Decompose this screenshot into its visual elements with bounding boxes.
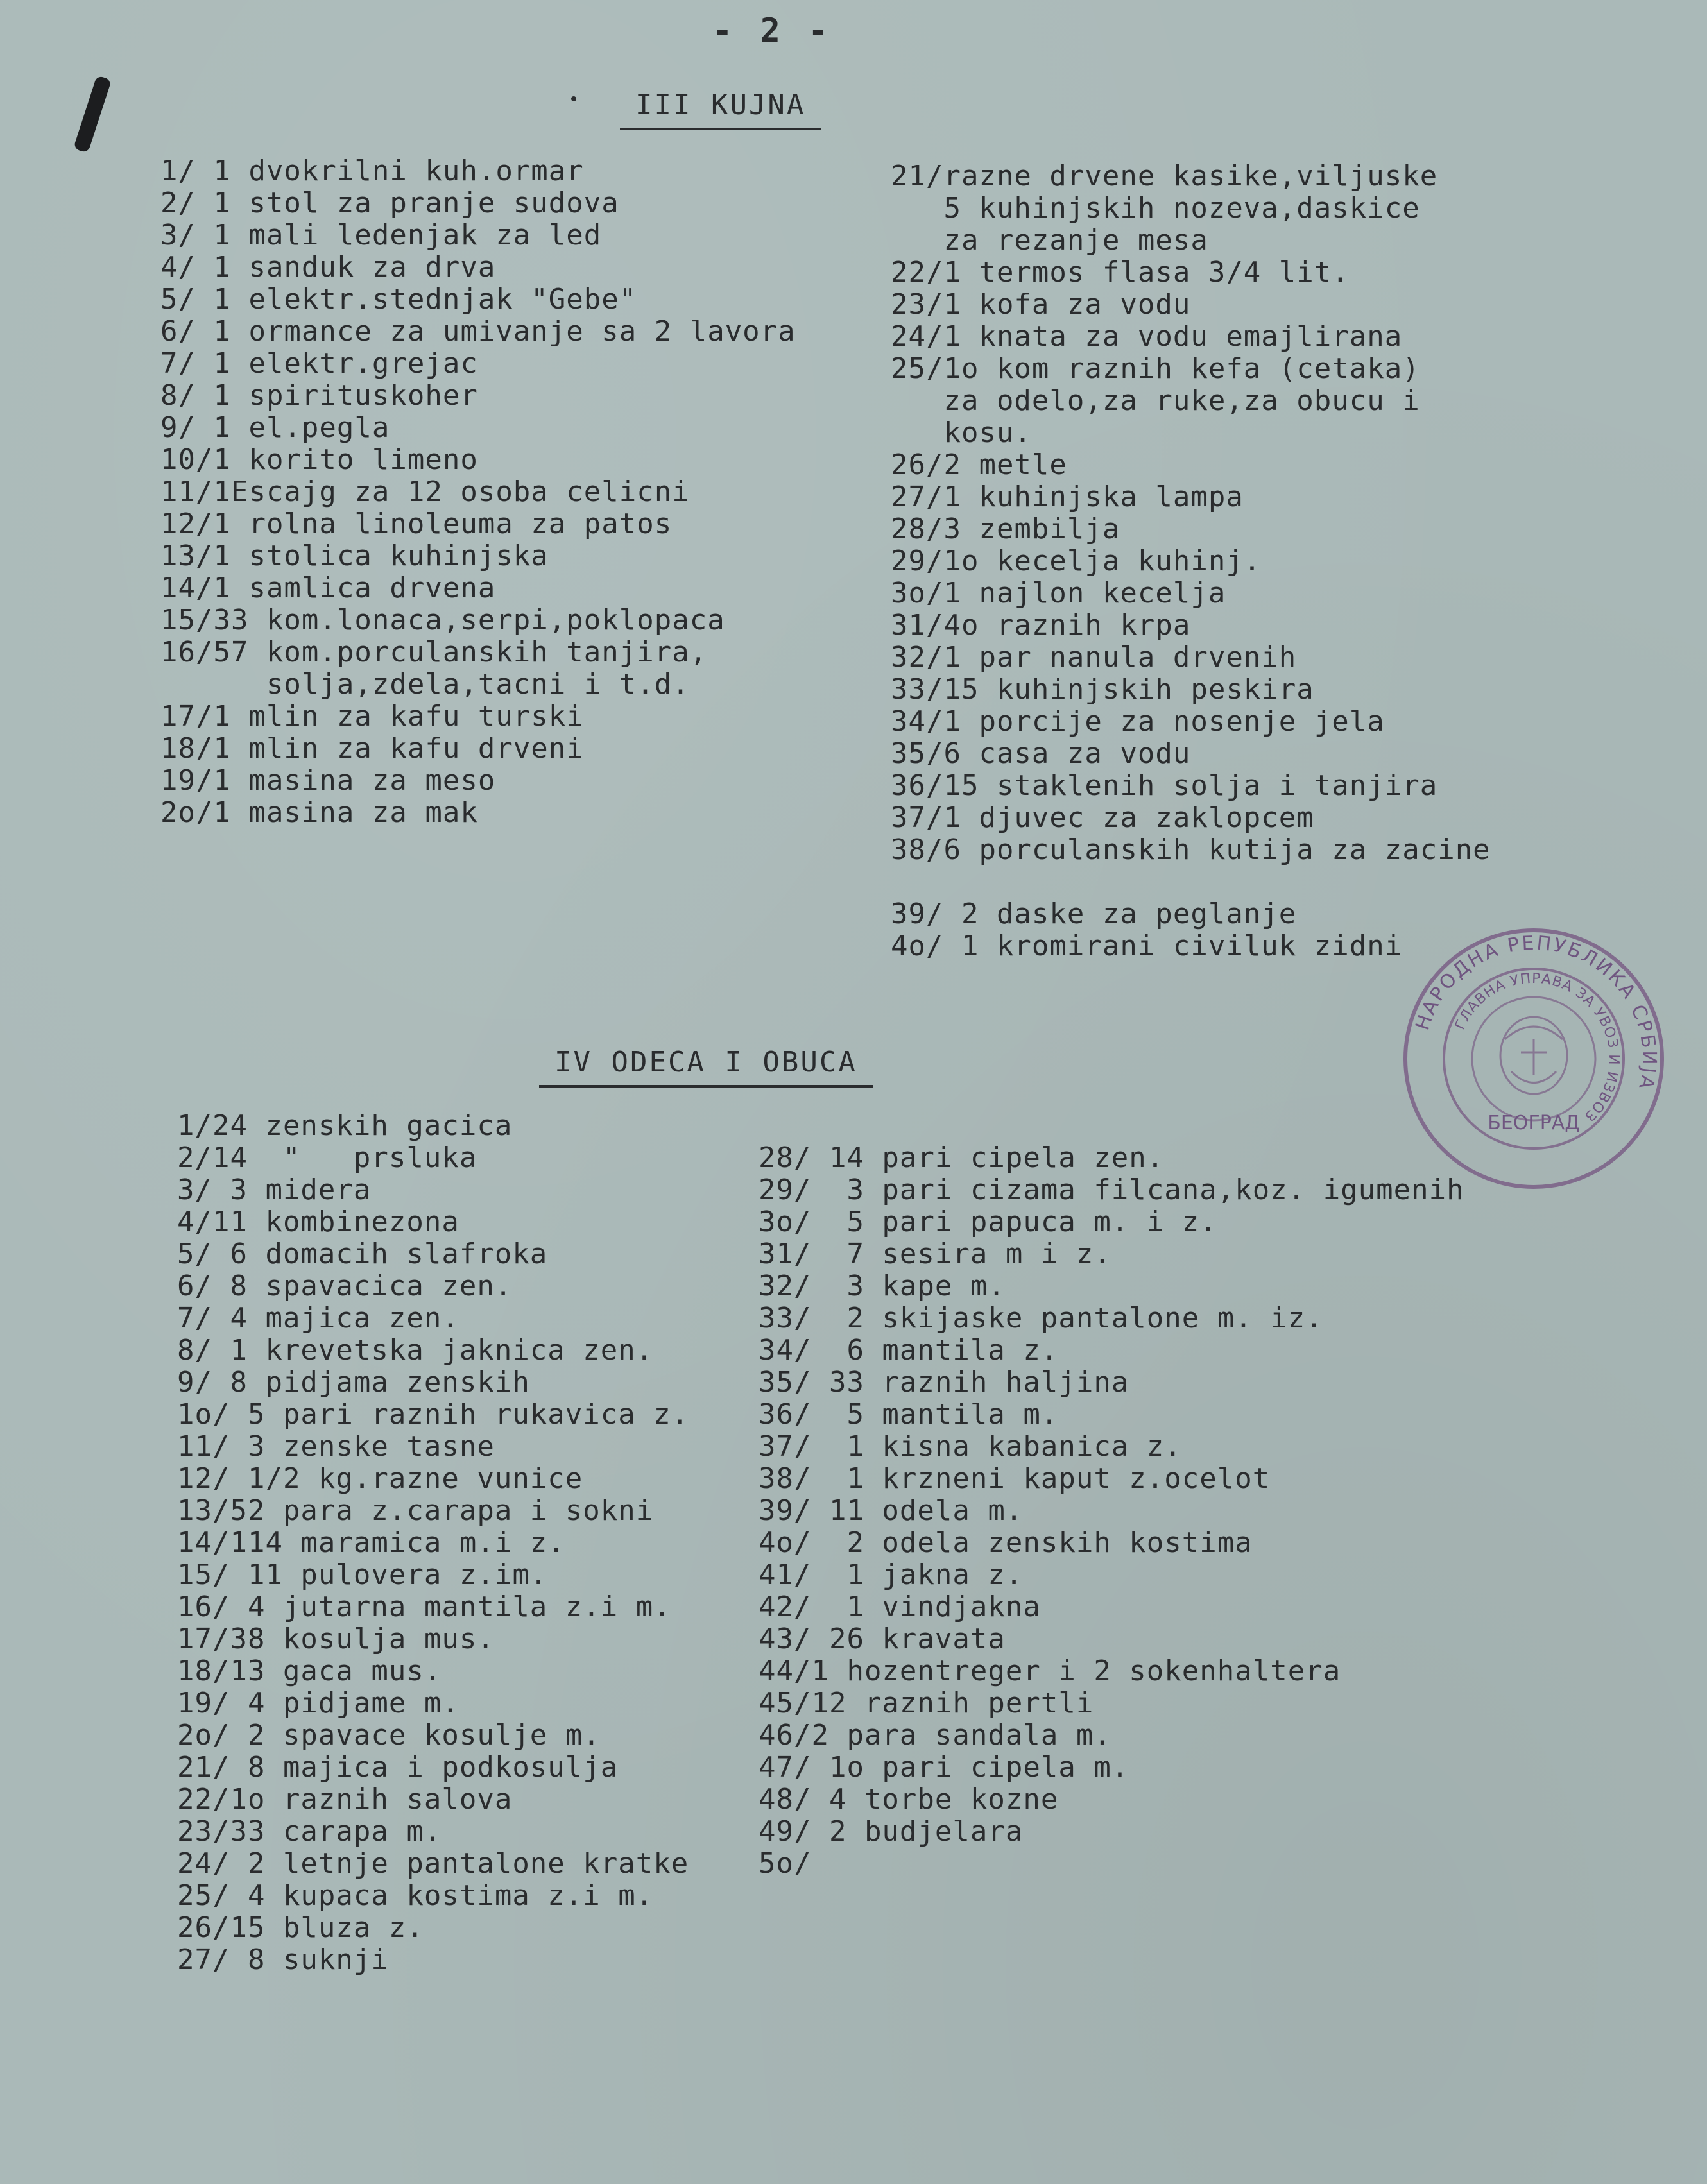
inventory-line: 5/ 6 domacih slafroka [177,1238,548,1270]
inventory-line: 8/ 1 krevetska jaknica zen. [177,1334,654,1367]
inventory-line: 4/11 kombinezona [177,1206,459,1238]
inventory-line: 2/14 " prsluka [177,1141,477,1174]
inventory-line: 3o/ 5 pari papuca m. i z. [759,1206,1217,1238]
inventory-line: 4o/ 2 odela zenskih kostima [759,1526,1253,1559]
inventory-line: 9/ 8 pidjama zenskih [177,1366,530,1399]
inventory-line: 25/ 4 kupaca kostima z.i m. [177,1879,654,1912]
inventory-line: 5 kuhinjskih nozeva,daskice [891,192,1420,225]
inventory-line: 5/ 1 elektr.stednjak "Gebe" [160,283,637,316]
inventory-line: 16/57 kom.porculanskih tanjira, [160,636,708,669]
inventory-line: 34/ 6 mantila z. [759,1334,1059,1367]
inventory-line: 22/1 termos flasa 3/4 lit. [891,256,1350,289]
inventory-line: 44/1 hozentreger i 2 sokenhaltera [759,1655,1341,1687]
pen-stroke-mark [73,75,112,153]
stamp-inner-text: ГЛАВНА УПРАВА ЗА УВОЗ И ИЗВОЗ [1452,970,1622,1125]
inventory-line: 47/ 1o pari cipela m. [759,1751,1129,1784]
section-heading-text: III KUJNA [635,89,806,121]
inventory-line: 34/1 porcije za nosenje jela [891,705,1385,738]
inventory-line: 43/ 26 kravata [759,1623,1006,1655]
inventory-line: za odelo,za ruke,za obucu i [891,384,1420,417]
inventory-line: 38/6 porculanskih kutija za zacine [891,833,1491,866]
heading-underline [539,1085,873,1088]
inventory-line: 22/1o raznih salova [177,1783,513,1816]
inventory-line: 26/15 bluza z. [177,1911,424,1944]
inventory-line: 33/ 2 skijaske pantalone m. iz. [759,1302,1323,1335]
inventory-line: 21/razne drvene kasike,viljuske [891,160,1438,192]
inventory-line: 18/1 mlin za kafu drveni [160,732,584,765]
heading-underline [620,128,821,130]
inventory-line: 45/12 raznih pertli [759,1687,1094,1719]
inventory-line: 3/ 1 mali ledenjak za led [160,219,602,252]
inventory-line: 32/ 3 kape m. [759,1270,1006,1302]
inventory-line: 16/ 4 jutarna mantila z.i m. [177,1591,671,1623]
kujna-list-right [891,160,1491,962]
inventory-line: 3o/1 najlon kecelja [891,577,1226,610]
inventory-line: 9/ 1 el.pegla [160,411,390,444]
inventory-line: 1o/ 5 pari raznih rukavica z. [177,1398,689,1431]
inventory-line: 35/6 casa za vodu [891,737,1191,770]
inventory-line: 13/1 stolica kuhinjska [160,540,549,572]
inventory-line: 14/1 samlica drvena [160,572,496,604]
inventory-line: 29/ 3 pari cizama filcana,koz. igumenih [759,1173,1464,1206]
inventory-line: 12/ 1/2 kg.razne vunice [177,1462,583,1495]
inventory-line: 14/114 maramica m.i z. [177,1526,565,1559]
ink-dot [571,96,576,101]
section-heading-kujna [635,89,805,121]
kujna-list-left [160,155,796,829]
inventory-line: 28/3 zembilja [891,513,1120,545]
inventory-line: 19/ 4 pidjame m. [177,1687,459,1719]
inventory-line: 39/ 11 odela m. [759,1494,1024,1527]
inventory-line: kosu. [891,416,1032,449]
stamp-emblem-icon [1500,1017,1567,1094]
page-number: - 2 - [712,12,832,50]
inventory-line: 17/38 kosulja mus. [177,1623,495,1655]
section-heading-text: IV ODECA I OBUCA [554,1046,857,1079]
inventory-line: 6/ 8 spavacica zen. [177,1270,513,1302]
inventory-line: 27/1 kuhinjska lampa [891,481,1244,513]
inventory-line: 27/ 8 suknji [177,1943,389,1976]
inventory-line: 2o/ 2 spavace kosulje m. [177,1719,601,1752]
inventory-line: 6/ 1 ormance za umivanje sa 2 lavora [160,315,796,348]
inventory-line: 29/1o kecelja kuhinj. [891,545,1262,577]
inventory-line: 26/2 metle [891,448,1067,481]
inventory-line: 2/ 1 stol za pranje sudova [160,187,619,219]
inventory-line: za rezanje mesa [891,224,1208,257]
inventory-line: 31/ 7 sesira m i z. [759,1238,1111,1270]
odeca-list-left [177,1110,689,1976]
inventory-line: 17/1 mlin za kafu turski [160,700,584,733]
inventory-line: 11/ 3 zenske tasne [177,1430,495,1463]
inventory-line: 35/ 33 raznih haljina [759,1366,1129,1399]
inventory-line: 3/ 3 midera [177,1173,372,1206]
stamp-outer-text: НАРОДНА РЕПУБЛИКА СРБИЈА [1411,932,1661,1093]
inventory-line: 37/1 djuvec za zaklopcem [891,801,1314,834]
inventory-line: 46/2 para sandala m. [759,1719,1111,1752]
inventory-line: 4o/ 1 kromirani civiluk zidni [891,930,1403,962]
inventory-line [891,866,1491,898]
inventory-line: 2o/1 masina za mak [160,796,478,829]
inventory-line: 15/33 kom.lonaca,serpi,poklopaca [160,604,725,636]
inventory-line: 8/ 1 spirituskoher [160,379,478,412]
inventory-line: 31/4o raznih krpa [891,609,1191,642]
section-heading-odeca [554,1046,857,1079]
inventory-line: 7/ 1 elektr.grejac [160,347,478,380]
stamp-city: БЕОГРАД [1488,1112,1580,1134]
odeca-list-right [759,1142,1464,1880]
inventory-line: 42/ 1 vindjakna [759,1591,1041,1623]
inventory-line: 23/33 carapa m. [177,1815,442,1848]
inventory-line: 33/15 kuhinjskih peskira [891,673,1314,706]
inventory-line: 21/ 8 majica i podkosulja [177,1751,619,1784]
inventory-line: 24/1 knata za vodu emajlirana [891,320,1403,353]
inventory-line: 28/ 14 pari cipela zen. [759,1141,1165,1174]
inventory-line: 18/13 gaca mus. [177,1655,442,1687]
inventory-line: 32/1 par nanula drvenih [891,641,1297,674]
inventory-line: 11/1Escajg za 12 osoba celicni [160,475,690,508]
inventory-line: 36/ 5 mantila m. [759,1398,1059,1431]
inventory-line: 1/ 1 dvokrilni kuh.ormar [160,155,584,187]
inventory-line: 12/1 rolna linoleuma za patos [160,508,673,540]
inventory-line: 25/1o kom raznih kefa (cetaka) [891,352,1420,385]
inventory-line: 4/ 1 sanduk za drva [160,251,496,284]
inventory-line: 23/1 kofa za vodu [891,288,1191,321]
inventory-line: 7/ 4 majica zen. [177,1302,459,1335]
official-stamp [1399,924,1668,1193]
inventory-line: 41/ 1 jakna z. [759,1558,1024,1591]
inventory-line: 5o/ [759,1847,812,1880]
inventory-line: 10/1 korito limeno [160,443,478,476]
inventory-line: 1/24 zenskih gacica [177,1109,513,1142]
inventory-line: 24/ 2 letnje pantalone kratke [177,1847,689,1880]
inventory-line: 13/52 para z.carapa i sokni [177,1494,654,1527]
inventory-line: solja,zdela,tacni i t.d. [160,668,690,701]
inventory-line: 49/ 2 budjelara [759,1815,1024,1848]
inventory-line: 37/ 1 kisna kabanica z. [759,1430,1182,1463]
inventory-line: 48/ 4 torbe kozne [759,1783,1059,1816]
inventory-line: 15/ 11 pulovera z.im. [177,1558,548,1591]
inventory-line: 39/ 2 daske za peglanje [891,898,1297,930]
inventory-line: 38/ 1 krzneni kaput z.ocelot [759,1462,1271,1495]
inventory-line: 36/15 staklenih solja i tanjira [891,769,1438,802]
inventory-line: 19/1 masina za meso [160,764,496,797]
